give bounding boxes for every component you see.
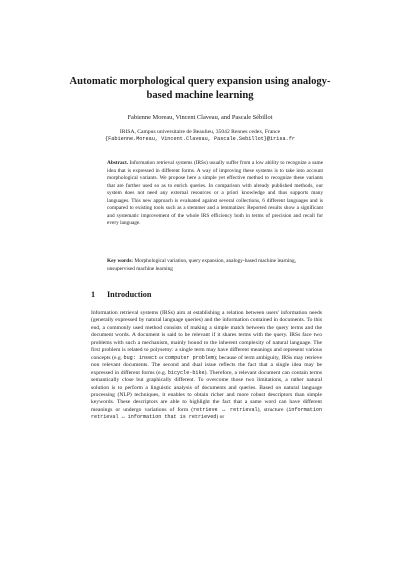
body-text-or: or: [158, 354, 164, 361]
body-text-part-2: ); because of term ambiguity, IRSs may retrieve non relevant documents. The second and dual issue reflects the fact that a single idea may be expressed in different forms (e.g.: [91, 354, 322, 376]
example-computer-problem: computer problem: [165, 354, 215, 361]
keywords: [107, 258, 323, 273]
paper-title: Automatic morphological query expansion using analogy-based machine learning: [69, 76, 331, 101]
example-bicycle-bike: bicycle-bike: [167, 369, 205, 376]
section-heading: [91, 290, 321, 299]
keywords-text: Morphological variation, query expansion, analogy-based machine learning, unsupervised machine learning: [107, 258, 297, 272]
example-bug-insect: bug: insect: [123, 354, 158, 361]
body-text-part-3: ). Therefore, a relevant document can contain terms semantically close but graphically different. To overcome those two limitations, a rather natural solution is to perform a linguistic analysis of documents and queries. Based on natural language processing (NLP) techniques, it enables to obtain richer and more robust descriptors than simple keywords. These descriptors are able to highlight the fact that a same word can have different meanings or undergo variations of form (: [91, 369, 322, 413]
example-information-retrieval: information retrieval ↔ information that is retrieved: [91, 406, 322, 421]
section-title-text: Introduction: [107, 290, 152, 299]
body-text-part-1: Information retrieval systems (IRSs) aim at establishing a relation between users' information needs (generally expressed by natural language queries) and the information contained in documents. To this end, a commonly used method consists of making a simple match between the query terms and the document words. A document is said to be relevant if it shares terms with the query. IRSs face two problems with such a mechanism, mainly bound to the inherent complexity of natural language. The first problem is related to polysemy: a single term may have different meanings and represent various concepts (e.g.: [91, 310, 322, 361]
body-text-part-4: ), structure (: [257, 406, 289, 413]
abstract: [107, 160, 323, 228]
body-text-part-5: ) or: [216, 414, 225, 421]
affiliation-block: [60, 129, 340, 144]
author-emails: {Fabienne.Moreau, Vincent.Claveau, Pascale.Sebillot}@irisa.fr: [105, 136, 295, 143]
section-number: 1: [91, 290, 96, 299]
affiliation-text: IRISA, Campus universitaire de Beaulieu, 35042 Rennes cedex, France: [119, 129, 281, 135]
introduction-paragraph: [91, 310, 322, 422]
abstract-text: Information retrieval systems (IRSs) usually suffer from a low ability to recognize a same idea that is expressed in different forms. A way of improving these systems is to take into account morphological variants. We propose here a simple yet effective method to recognize these variants that are further used so as to enrich queries. In comparison with already published methods, our system does not need any external resources or a priori knowledge and thus supports many languages. This new approach is evaluated against several collections, 6 different languages and is compared to existing tools such as a stemmer and a lemmatizer. Reported results show a significant and systematic improvement of the whole IRS efficiency both in terms of precision and recall for every language.: [107, 160, 324, 227]
keywords-label: Key words:: [107, 258, 134, 264]
author-list: Fabienne Moreau, Vincent Claveau, and Pascale Sébillot: [127, 114, 273, 121]
example-retrieve-retrieval: retrieve ↔ retrieval: [193, 406, 258, 413]
abstract-label: Abstract.: [107, 160, 129, 166]
